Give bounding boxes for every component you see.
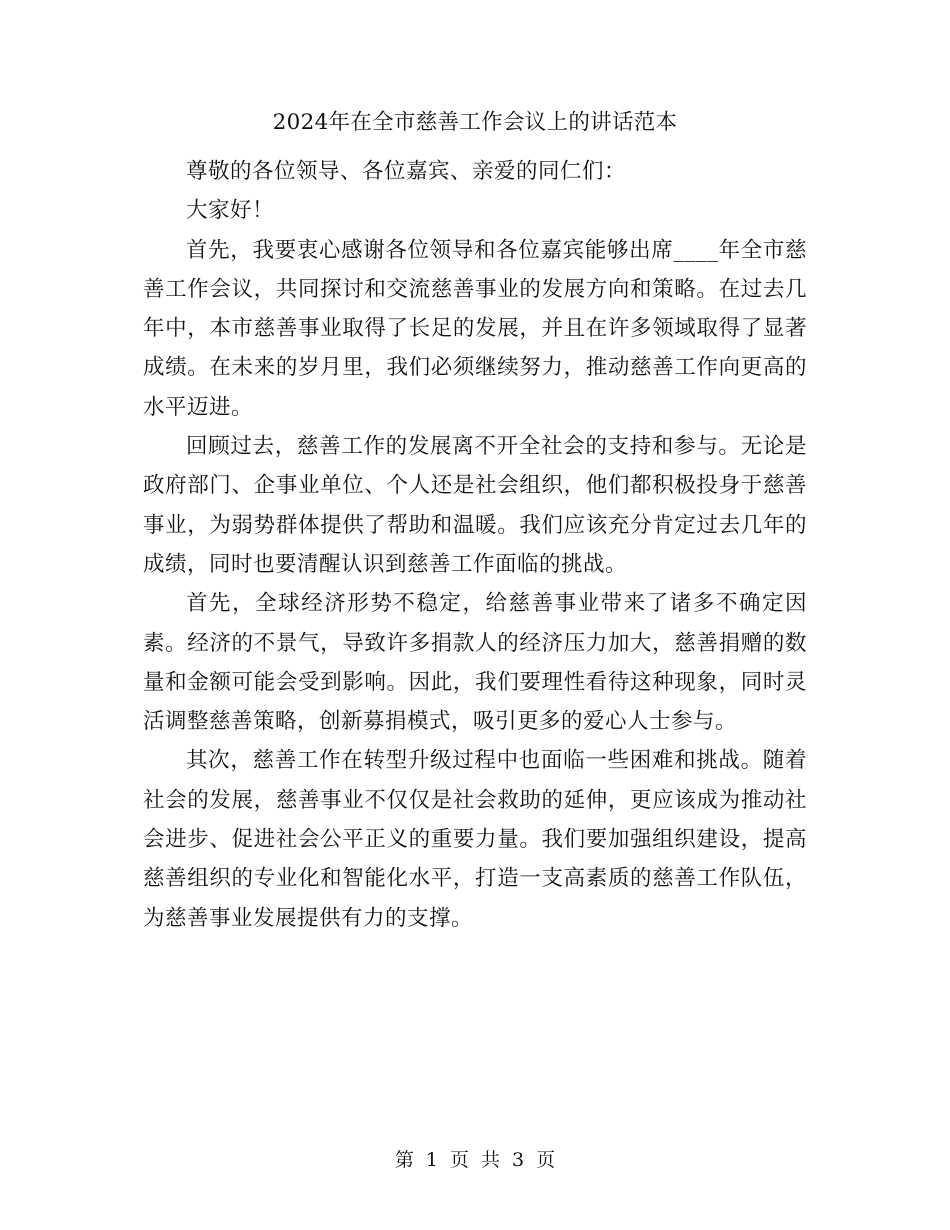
body-paragraph: 其次，慈善工作在转型升级过程中也面临一些困难和挑战。随着社会的发展，慈善事业不仅仅是社会救助的延伸，更应该成为推动社会进步、促进社会公平正义的重要力量。我们要加强组织建设，提高慈善组织的专业化和智能化水平，打造一支高素质的慈善工作队伍，为慈善事业发展提供有力的支撑。 xyxy=(143,748,807,931)
document-body xyxy=(143,152,807,938)
salutation-paragraph: 尊敬的各位领导、各位嘉宾、亲爱的同仁们： xyxy=(186,159,627,184)
greeting-paragraph: 大家好！ xyxy=(186,198,275,224)
document-title: 2024年在全市慈善工作会议上的讲话范本 xyxy=(272,110,678,135)
body-paragraph: 回顾过去，慈善工作的发展离不开全社会的支持和参与。无论是政府部门、企事业单位、个人还是社会组织，他们都积极投身于慈善事业，为弱势群体提供了帮助和温暖。我们应该充分肯定过去几年的成绩，同时也要清醒认识到慈善工作面临的挑战。 xyxy=(143,434,807,577)
body-paragraph: 首先，我要衷心感谢各位领导和各位嘉宾能够出席____年全市慈善工作会议，共同探讨和交流慈善事业的发展方向和策略。在过去几年中，本市慈善事业取得了长足的发展，并且在许多领域取得了显著成绩。在未来的岁月里，我们必须继续努力，推动慈善工作向更高的水平迈进。 xyxy=(143,237,807,420)
page-number-footer: 第 1 页 共 3 页 xyxy=(394,1149,556,1171)
body-paragraph: 首先，全球经济形势不稳定，给慈善事业带来了诸多不确定因素。经济的不景气，导致许多捐款人的经济压力加大，慈善捐赠的数量和金额可能会受到影响。因此，我们要理性看待这种现象，同时灵活调整慈善策略，创新募捐模式，吸引更多的爱心人士参与。 xyxy=(143,591,807,735)
